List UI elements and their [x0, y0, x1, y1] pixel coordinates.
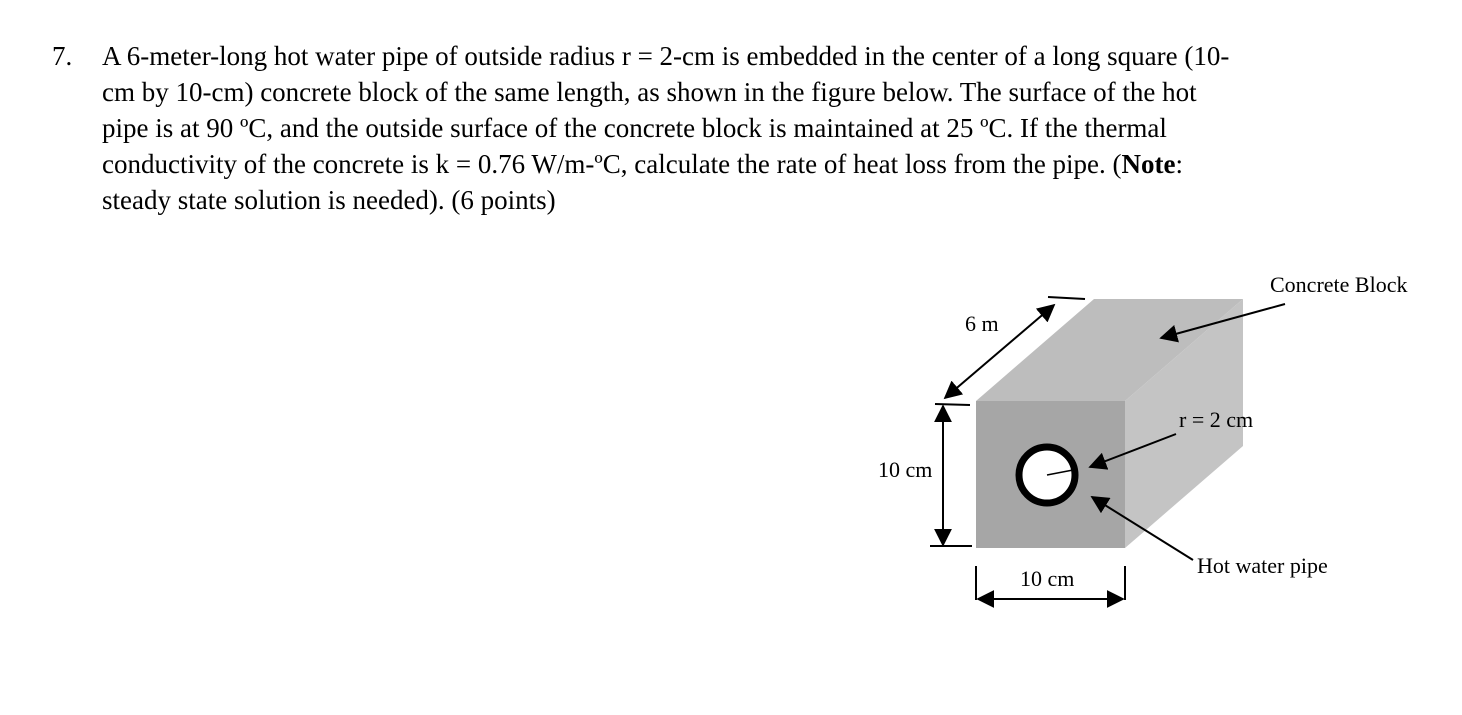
problem-number: 7.: [52, 41, 73, 71]
problem-line-4-text: conductivity of the concrete is k = 0.76 W/m-ºC, calculate the rate of heat loss from the pipe. (: [102, 149, 1122, 179]
height-label: 10 cm: [878, 457, 933, 482]
problem-line-1: A 6-meter-long hot water pipe of outside radius r = 2-cm is embedded in the center of a long square (10-: [102, 41, 1230, 71]
problem-line-2: cm by 10-cm) concrete block of the same length, as shown in the figure below. The surface of the hot: [102, 77, 1197, 107]
length-label: 6 m: [965, 311, 999, 336]
length-tick-top: [1048, 297, 1085, 299]
concrete-block-label: Concrete Block: [1270, 272, 1408, 297]
problem-line-3: pipe is at 90 ºC, and the outside surface of the concrete block is maintained at 25 ºC. If the thermal: [102, 113, 1167, 143]
note-label: Note: [1121, 149, 1176, 179]
note-colon: :: [1175, 149, 1184, 179]
width-label: 10 cm: [1020, 566, 1075, 591]
length-tick-bottom: [935, 404, 970, 405]
radius-label: r = 2 cm: [1179, 407, 1254, 432]
problem-line-5: steady state solution is needed). (6 points): [102, 185, 556, 215]
pipe-label: Hot water pipe: [1197, 553, 1328, 578]
